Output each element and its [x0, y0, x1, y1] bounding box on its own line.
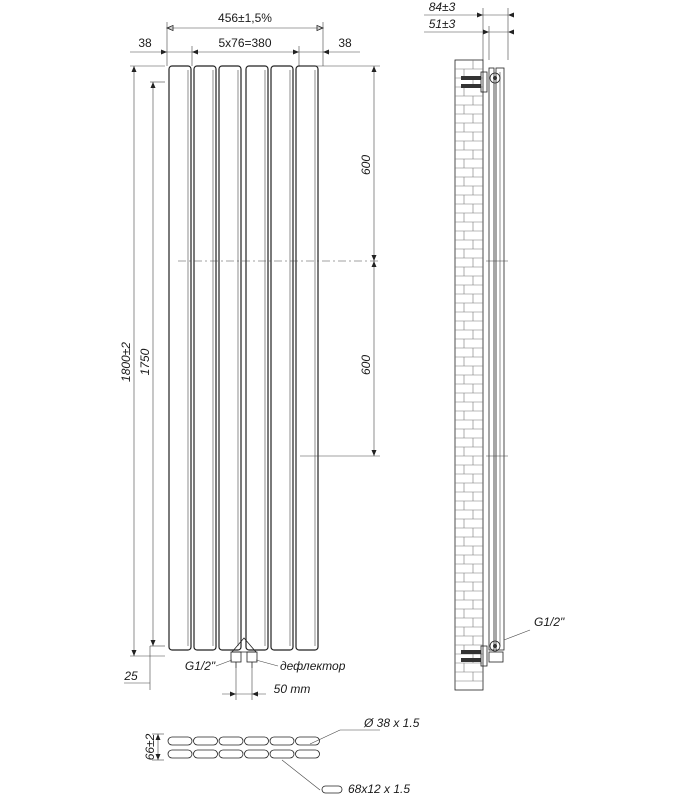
inner-height-label: 1750 — [138, 348, 152, 376]
section-view — [143, 716, 420, 796]
right-margin-label: 38 — [338, 36, 352, 50]
section-profile — [219, 750, 243, 758]
section-profile — [270, 737, 294, 745]
section-depth-label: 66±2 — [143, 733, 157, 761]
brick-wall — [455, 60, 483, 690]
section-profile — [270, 750, 294, 758]
side-view — [424, 0, 565, 690]
section-profile — [296, 750, 320, 758]
connection-left-label: G1/2" — [184, 659, 216, 673]
section-profile — [245, 737, 269, 745]
section-profile — [168, 737, 192, 745]
bottom-offset-label: 25 — [124, 669, 138, 683]
upper-spacing-label: 600 — [359, 154, 373, 176]
tube-spec-label: Ø 38 x 1.5 — [364, 716, 420, 730]
section-profile — [245, 750, 269, 758]
overall-height-label: 1800±2 — [119, 342, 133, 382]
side-depth-label: 84±3 — [428, 0, 456, 14]
deflector-label: дефлектор — [280, 659, 346, 673]
section-profile — [194, 750, 218, 758]
side-offset-label: 51±3 — [428, 17, 456, 31]
connection-spacing-label: 50 mm — [273, 682, 311, 696]
lower-spacing-label: 600 — [359, 354, 373, 376]
side-connection-label: G1/2" — [534, 615, 565, 629]
column-span-label: 5x76=380 — [218, 36, 272, 50]
side-panel-back — [489, 68, 494, 650]
profile-symbol — [322, 786, 342, 793]
profile-spec-label: 68x12 x 1.5 — [348, 782, 411, 796]
front-view — [119, 11, 380, 700]
section-tubes — [168, 737, 320, 758]
left-margin-label: 38 — [138, 36, 152, 50]
section-profile — [194, 737, 218, 745]
overall-width-label: 456±1,5% — [218, 11, 272, 25]
section-profile — [219, 737, 243, 745]
section-profile — [168, 750, 192, 758]
radiator-panels — [169, 66, 318, 650]
